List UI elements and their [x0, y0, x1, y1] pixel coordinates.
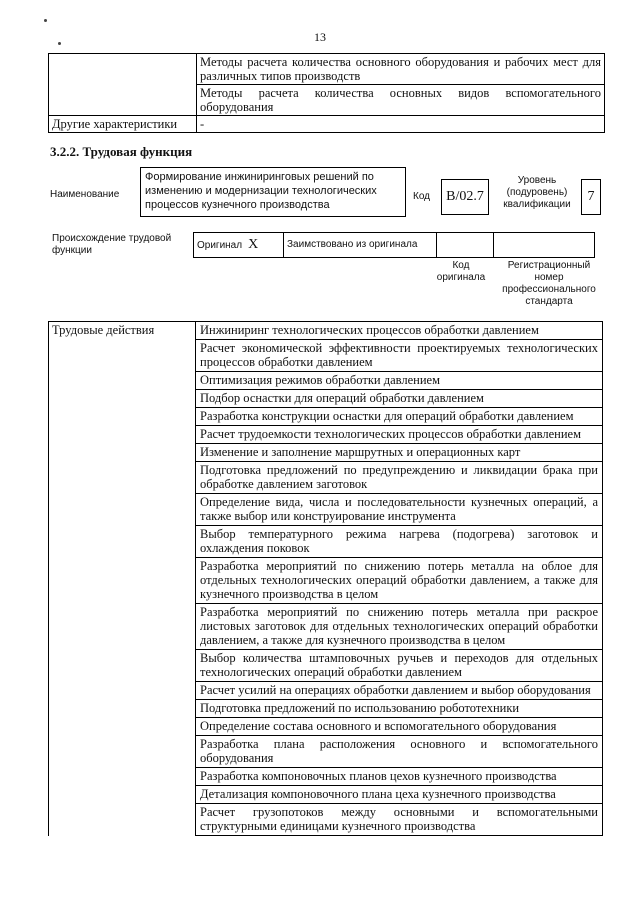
action-item: Разработка плана расположения основного и вспомогательного оборудования	[196, 736, 603, 768]
action-item: Определение состава основного и вспомогательного оборудования	[196, 718, 603, 736]
row-label: Другие характеристики	[49, 116, 197, 133]
table-row	[49, 85, 605, 116]
action-item: Подготовка предложений по предупреждению и ликвидации брака при обработке давлением заготовок	[196, 462, 603, 494]
table-row	[49, 322, 603, 340]
original-mark: X	[248, 237, 259, 252]
reg-number-label: Регистрационный номер профессионального стандарта	[502, 260, 596, 307]
code-label: Код	[413, 191, 431, 202]
action-item: Инжиниринг технологических процессов обработки давлением	[196, 322, 603, 340]
row-label	[49, 54, 197, 85]
name-label: Наименование	[50, 189, 120, 200]
origin-label: Происхождение трудовой функции	[52, 233, 172, 256]
row-text: Методы расчета количества основного оборудования и рабочих мест для различных типов производств	[197, 54, 605, 85]
action-item: Оптимизация режимов обработки давлением	[196, 372, 603, 390]
actions-label: Трудовые действия	[49, 322, 196, 836]
action-item: Подготовка предложений по использованию робототехники	[196, 700, 603, 718]
table-row	[49, 116, 605, 133]
page-number: 13	[314, 30, 326, 44]
code-original-label: Код оригинала	[436, 260, 486, 283]
action-item: Расчет трудоемкости технологических процессов обработки давлением	[196, 426, 603, 444]
action-item: Изменение и заполнение маршрутных и операционных карт	[196, 444, 603, 462]
row-text: Методы расчета количества основных видов вспомогательного оборудования	[197, 85, 605, 116]
row-text: -	[197, 116, 605, 133]
original-label: Оригинал	[197, 240, 243, 251]
action-item: Расчет экономической эффективности проектируемых технологических процессов обработки давлением	[196, 340, 603, 372]
action-item: Разработка конструкции оснастки для операций обработки давлением	[196, 408, 603, 426]
scan-mark	[44, 19, 47, 22]
code-original-cell	[493, 232, 595, 258]
original-cell	[193, 232, 284, 258]
action-item: Разработка компоновочных планов цехов кузнечного производства	[196, 768, 603, 786]
action-item: Разработка мероприятий по снижению потерь металла при раскрое листовых заготовок для отдельных технологических операций обработки давлением, а также для кузнечного производства в целом	[196, 604, 603, 650]
action-item: Детализация компоновочного плана цеха кузнечного производства	[196, 786, 603, 804]
level-label: Уровень (подуровень) квалификации	[503, 175, 571, 210]
borrowed-cell: Заимствовано из оригинала	[283, 232, 437, 258]
qualification-level: 7	[581, 179, 601, 215]
action-item: Расчет грузопотоков между основными и вспомогательными структурными единицами кузнечного производства	[196, 804, 603, 836]
table-row	[49, 54, 605, 85]
labor-actions-table	[48, 321, 603, 836]
action-item: Выбор количества штамповочных ручьев и переходов для отдельных технологических операций обработки давлением	[196, 650, 603, 682]
function-name: Формирование инжиниринговых решений по изменению и модернизации технологических процессов кузнечного производства	[140, 167, 406, 217]
empty-cell	[436, 232, 494, 258]
action-item: Выбор температурного режима нагрева (подогрева) заготовок и охлаждения поковок	[196, 526, 603, 558]
action-item: Разработка мероприятий по снижению потерь металла на облое для отдельных технологических операций обработки давлением, а также для кузнечного производства в целом	[196, 558, 603, 604]
action-item: Расчет усилий на операциях обработки давлением и выбор оборудования	[196, 682, 603, 700]
function-code: B/02.7	[441, 179, 489, 215]
section-title: 3.2.2. Трудовая функция	[50, 144, 193, 159]
action-item: Подбор оснастки для операций обработки давлением	[196, 390, 603, 408]
top-characteristics-table	[48, 53, 605, 133]
row-label	[49, 85, 197, 116]
action-item: Определение вида, числа и последовательности кузнечных операций, а также выбор или конструирование инструмента	[196, 494, 603, 526]
